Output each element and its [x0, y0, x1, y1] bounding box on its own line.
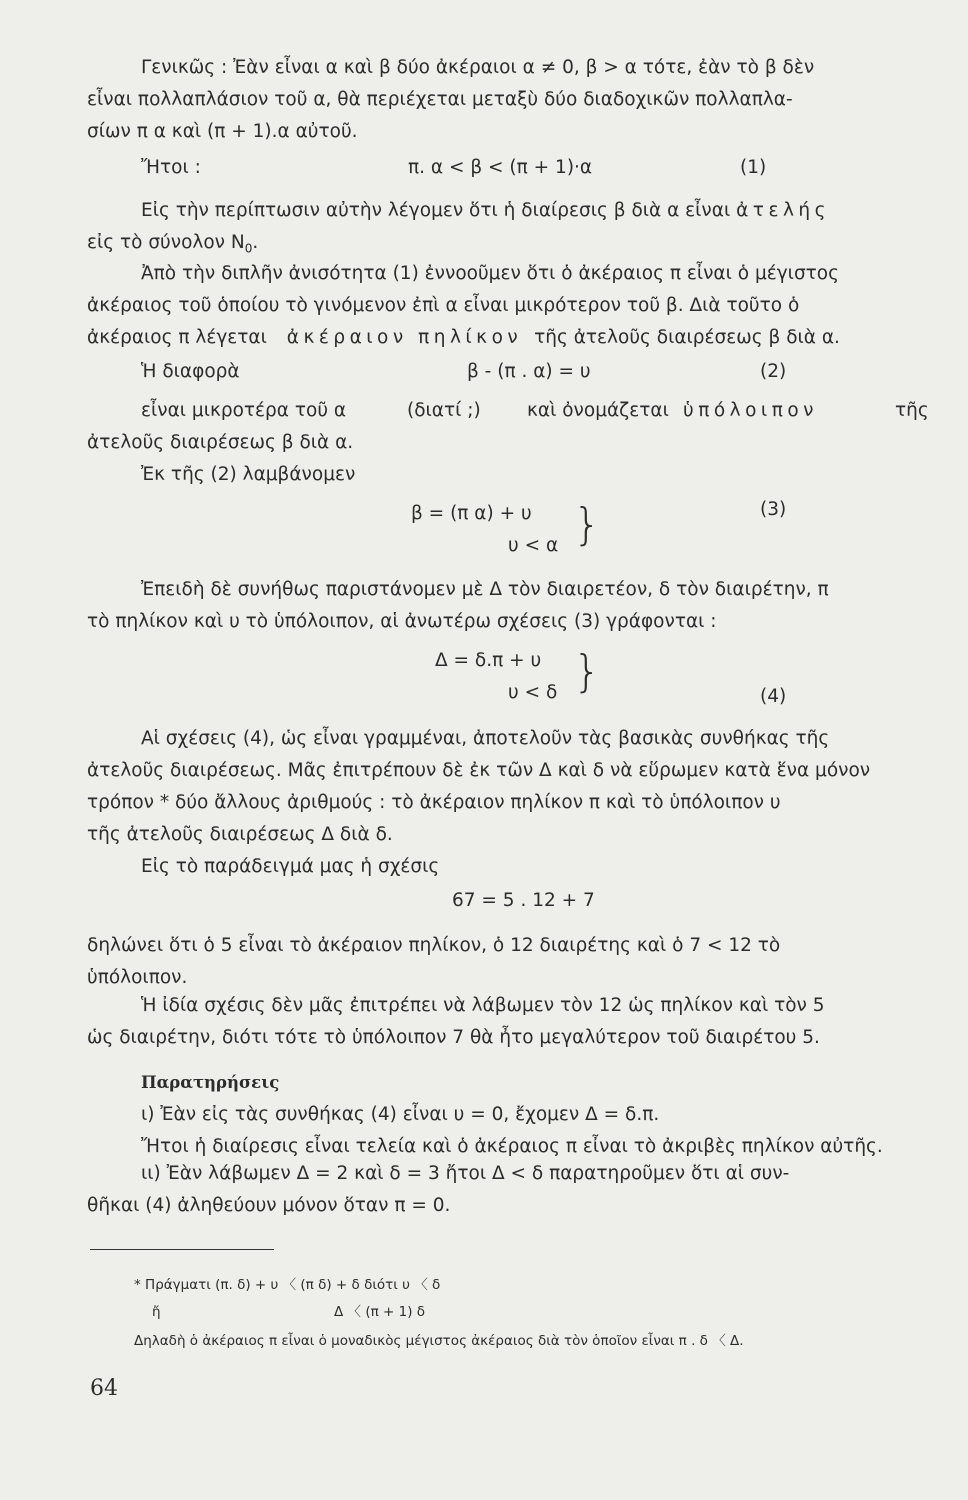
- equation-4-row: υ < δ: [508, 682, 558, 703]
- equation-2: β - (π . α) = υ: [467, 361, 591, 382]
- remark-line: ιι) Ἐὰν λάβωμεν Δ = 2 καὶ δ = 3 ἤτοι Δ < δ παρατηροῦμεν ὅτι αἱ συν-: [141, 1163, 790, 1184]
- text-line: εἶναι πολλαπλάσιον τοῦ α, θὰ περιέχεται μεταξὺ δύο διαδοχικῶν πολλαπλα-: [87, 89, 793, 110]
- equation-lead: Ἤτοι :: [141, 157, 201, 178]
- text-line: [87, 232, 258, 260]
- text-line: τῆς ἀτελοῦς διαιρέσεως Δ διὰ δ.: [87, 824, 393, 845]
- text-span: εἰς τὸ σύνολον N: [87, 232, 245, 253]
- text-span: ἀκέραιος π λέγεται: [87, 327, 267, 348]
- equation-3-row: υ < α: [508, 535, 559, 556]
- text-line: τῆς: [895, 400, 929, 421]
- text-span: .: [252, 232, 259, 253]
- text-line: τρόπον * δύο ἄλλους ἀριθμούς : τὸ ἀκέραιον πηλίκον π καὶ τὸ ὑπόλοιπον υ: [87, 792, 781, 813]
- text-line: καὶ ὀνομάζεται: [527, 400, 669, 421]
- footnote-rule: [90, 1249, 274, 1250]
- spaced-term: ἀκέραιον πηλίκον: [286, 327, 523, 348]
- footnote-line: Δηλαδὴ ὁ ἀκέραιος π εἶναι ὁ μοναδικὸς μέγιστος ἀκέραιος διὰ τὸν ὁποῖον εἶναι π . δ 〈 Δ.: [134, 1333, 744, 1349]
- text-line: Ἐπειδὴ δὲ συνήθως παριστάνομεν μὲ Δ τὸν διαιρετέον, δ τὸν διαιρέτην, π: [141, 579, 829, 600]
- text-span: Εἰς τὴν περίπτωσιν αὐτὴν λέγομεν ὅτι ἡ διαίρεσις β διὰ α εἶναι: [141, 200, 731, 221]
- text-line: Εἰς τὸ παράδειγμά μας ἡ σχέσις: [141, 856, 440, 877]
- text-line: ὑπόλοιπον.: [87, 967, 188, 988]
- text-line: σίων π α καὶ (π + 1).α αὐτοῦ.: [87, 121, 358, 142]
- remark-line: ι) Ἐὰν εἰς τὰς συνθήκας (4) εἶναι υ = 0, ἔχομεν Δ = δ.π.: [141, 1104, 660, 1125]
- text-line: (διατί ;): [407, 400, 481, 421]
- footnote-line: * Πράγματι (π. δ) + υ 〈 (π δ) + δ διότι υ 〈 δ: [134, 1277, 441, 1293]
- right-brace: }: [573, 646, 601, 697]
- equation-3-row: β = (π α) + υ: [411, 503, 532, 524]
- page-number: 64: [90, 1376, 118, 1401]
- right-brace: }: [573, 499, 601, 550]
- equation-lead: Ἡ διαφορὰ: [141, 361, 240, 382]
- text-line: ἀτελοῦς διαιρέσεως. Μᾶς ἐπιτρέπουν δὲ ἐκ τῶν Δ καὶ δ νὰ εὕρωμεν κατὰ ἕνα μόνον: [87, 760, 871, 781]
- text-line: Γενικῶς : Ἐὰν εἶναι α καὶ β δύο ἀκέραιοι α ≠ 0, β > α τότε, ἐὰν τὸ β δὲν: [141, 57, 815, 78]
- text-line: τὸ πηλίκον καὶ υ τὸ ὑπόλοιπον, αἱ ἀνωτέρω σχέσεις (3) γράφονται :: [87, 611, 717, 632]
- remark-line: Ἤτοι ἡ διαίρεσις εἶναι τελεία καὶ ὁ ἀκέραιος π εἶναι τὸ ἀκριβὲς πηλίκον αὐτῆς.: [141, 1136, 883, 1157]
- text-line: Ἡ ἰδία σχέσις δὲν μᾶς ἐπιτρέπει νὰ λάβωμεν τὸν 12 ὡς πηλίκον καὶ τὸν 5: [141, 995, 825, 1016]
- text-line: ὡς διαιρέτην, διότι τότε τὸ ὑπόλοιπον 7 θὰ ἦτο μεγαλύτερον τοῦ διαιρέτου 5.: [87, 1027, 820, 1048]
- text-line: δηλώνει ὅτι ὁ 5 εἶναι τὸ ἀκέραιον πηλίκον, ὁ 12 διαιρέτης καὶ ὁ 7 < 12 τὸ: [87, 935, 781, 956]
- equation-4-row: Δ = δ.π + υ: [435, 650, 542, 671]
- equation-example: 67 = 5 . 12 + 7: [452, 890, 595, 911]
- equation-number: (2): [760, 361, 787, 382]
- footnote-line: ἤ: [152, 1304, 161, 1320]
- remark-line: θῆκαι (4) ἀληθεύουν μόνον ὅταν π = 0.: [87, 1195, 451, 1216]
- text-line: εἶναι μικροτέρα τοῦ α: [141, 400, 347, 421]
- equation-number: (4): [760, 686, 787, 707]
- text-line: ἀκέραιος τοῦ ὁποίου τὸ γινόμενον ἐπὶ α εἶναι μικρότερον τοῦ β. Διὰ τοῦτο ὁ: [87, 295, 800, 316]
- subscript: 0: [244, 241, 253, 256]
- text-line: Αἱ σχέσεις (4), ὡς εἶναι γραμμέναι, ἀποτελοῦν τὰς βασικὰς συνθήκας τῆς: [141, 728, 830, 749]
- spaced-term: ὑπόλοιπον: [683, 400, 818, 421]
- section-heading: Παρατηρήσεις: [141, 1073, 280, 1092]
- text-line: Ἀπὸ τὴν διπλῆν ἀνισότητα (1) ἐννοοῦμεν ὅτι ὁ ἀκέραιος π εἶναι ὁ μέγιστος: [141, 263, 839, 284]
- spaced-term: ἀτελής: [736, 200, 830, 221]
- equation-number: (1): [740, 157, 767, 178]
- equation-1: π. α < β < (π + 1)·α: [408, 157, 593, 178]
- text-line: Ἐκ τῆς (2) λαμβάνομεν: [141, 464, 356, 485]
- text-line: ἀτελοῦς διαιρέσεως β διὰ α.: [87, 432, 354, 453]
- text-span: τῆς ἀτελοῦς διαιρέσεως β διὰ α.: [534, 327, 840, 348]
- footnote-line: Δ 〈 (π + 1) δ: [334, 1304, 426, 1320]
- equation-number: (3): [760, 499, 787, 520]
- text-line: [87, 327, 840, 349]
- text-line: [141, 200, 830, 222]
